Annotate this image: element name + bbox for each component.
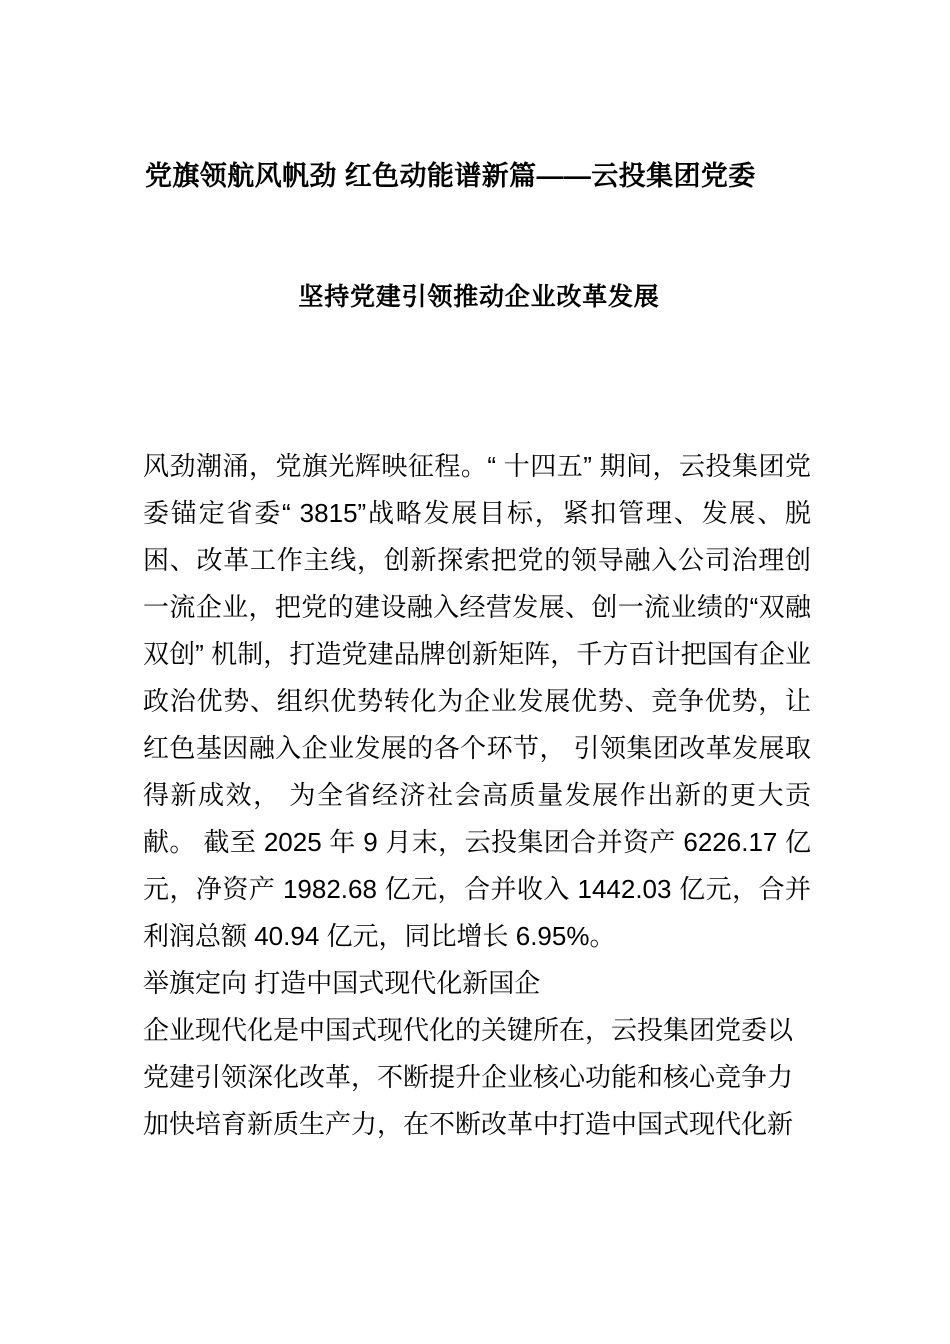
page-title: 党旗领航风帆劲 红色动能谱新篇——云投集团党委 bbox=[145, 161, 756, 191]
document-body bbox=[143, 443, 811, 1148]
page-subtitle: 坚持党建引领推动企业改革发展 bbox=[298, 283, 660, 311]
lead-paragraph: 风劲潮涌，党旗光辉映征程。“ 十四五” 期间，云投集团党委锚定省委“ 3815”战略发展目标，紧扣管理、发展、脱困、改革工作主线，创新探索把党的领导融入公司治理创一流企业，把党的建设融入经营发展、创一流业绩的“双融双创” 机制，打造党建品牌创新矩阵，千方百计把国有企业政治优势、组织优势转化为企业发展优势、竞争优势，让红色基因融入企业发展的各个环节， 引领集团改革发展取得新成效， 为全省经济社会高质量发展作出新的更大贡献。 截至 2025 年 9 月末，云投集团合并资产 6226.17 亿元，净资产 1982.68 亿元，合并收入 1442.03 亿元，合并利润总额 40.94 亿元，同比增长 6.95%。 bbox=[143, 451, 811, 951]
section-heading-1: 举旗定向 打造中国式现代化新国企 bbox=[143, 968, 541, 998]
section-body-1: 企业现代化是中国式现代化的关键所在，云投集团党委以党建引领深化改革，不断提升企业核心功能和核心竞争力加快培育新质生产力，在不断改革中打造中国式现代化新 bbox=[143, 1015, 794, 1139]
